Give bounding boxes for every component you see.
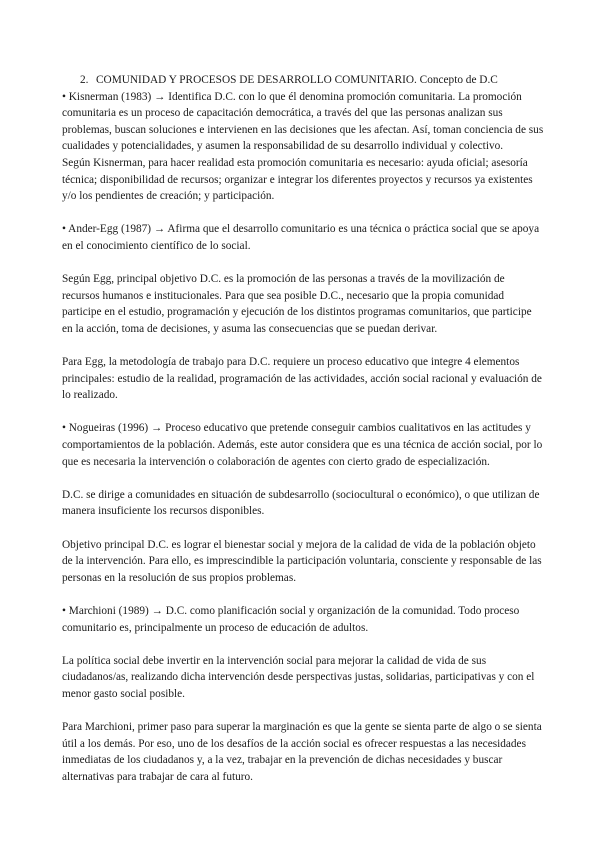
paragraph-ander-egg: • Ander-Egg (1987) → Afirma que el desarrollo comunitario es una técnica o práctica social que se apoya en el conocimiento científico de lo social. [62,223,540,252]
paragraph-target-communities: D.C. se dirige a comunidades en situación de subdesarrollo (sociocultural o económico), o que utilizan de manera insuficiente los recursos disponibles. [62,488,540,518]
paragraph-gap [62,586,544,603]
paragraph-gap [62,470,544,487]
paragraph-egg-objective: Según Egg, principal objetivo D.C. es la promoción de las personas a través de la movilización de recursos humanos e institucionales. Para que sea posible D.C., necesario que la propia comunidad participe en el estudio, programación y ejecución de los distintos programas comunitarios, que participe en la acción, toma de decisiones, y asuma las consecuencias que se puedan derivar. [62,273,532,335]
paragraph-marchioni: • Marchioni (1989) → D.C. como planificación social y organización de la comunidad. Todo proceso comunitario es, principalmente un proceso de educación de adultos. [62,605,520,634]
paragraph-gap [62,703,544,720]
paragraph-gap [62,404,544,421]
paragraph-kisnerman: • Kisnerman (1983) → Identifica D.C. con lo que él denomina promoción comunitaria. La promoción comunitaria es un proceso de capacitación democrática, a través del que las personas analizan sus problemas, buscan soluciones e intervienen en las decisiones que les afectan. Así, toman conciencia de sus cualidades y potencialidades, y asumen la responsabilidad de su desarrollo individual y colectivo. [62,90,544,153]
section-title: COMUNIDAD Y PROCESOS DE DESARROLLO COMUNITARIO. Concepto de D.C [96,74,498,86]
paragraph-nogueiras: • Nogueiras (1996) → Proceso educativo que pretende conseguir cambios cualitativos en las actitudes y comportamientos de la población. Además, este autor considera que es una técnica de acción social, por lo que es necesaria la intervención o colaboración de agentes con cierto grado de especialización. [62,422,543,468]
paragraph-main-objective: Objetivo principal D.C. es lograr el bienestar social y mejora de la calidad de vida de la población objeto de la intervención. Para ello, es imprescindible la participación voluntaria, consciente y responsable de las personas en la resolución de sus propios problemas. [62,538,542,584]
paragraph-gap [62,636,544,653]
document-page [62,72,544,786]
paragraph-gap [62,255,544,272]
paragraph-social-policy: La política social debe invertir en la intervención social para mejorar la calidad de vida de sus ciudadanos/as, realizando dicha intervención desde perspectivas justas, solidarias, participativas y con el menor gasto social posible. [62,654,535,700]
paragraph-egg-methodology: Para Egg, la metodología de trabajo para D.C. requiere un proceso educativo que integre 4 elementos principales: estudio de la realidad, programación de las actividades, acción social racional y evaluación de lo realizado. [62,356,542,402]
paragraph-gap [62,338,544,355]
paragraph-gap [62,520,544,537]
paragraph-gap [62,205,544,222]
section-number: 2. [80,74,89,86]
section-heading [62,72,544,89]
paragraph-marchioni-marginalization: Para Marchioni, primer paso para superar la marginación es que la gente se sienta parte de algo o se sienta útil a los demás. Por eso, uno de los desafíos de la acción social es ofrecer respuestas a las necesidades inmediatas de los ciudadanos y, a la vez, trabajar en la prevención de dichas necesidades y buscar alternativas para trabajar de cara al futuro. [62,721,542,783]
paragraph-kisnerman-requirements: Según Kisnerman, para hacer realidad esta promoción comunitaria es necesario: ayuda oficial; asesoría técnica; disponibilidad de recursos; organizar e integrar los diferentes proyectos y recursos ya existentes y/o los pendientes de creación; y participación. [62,156,533,203]
